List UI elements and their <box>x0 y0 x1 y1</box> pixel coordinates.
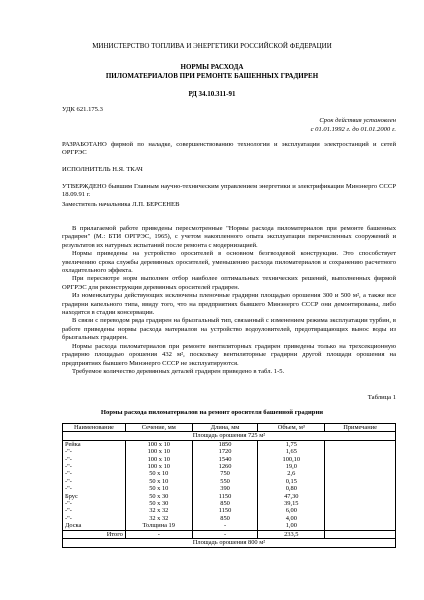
doc-title-line2: ПИЛОМАТЕРИАЛОВ ПРИ РЕМОНТЕ БАШЕННЫХ ГРАДИРЕН <box>105 72 319 80</box>
cell-length: 1150 <box>192 493 258 500</box>
cell-section: 32 x 32 <box>125 507 192 514</box>
cell-section: 100 x 10 <box>125 456 192 463</box>
paragraph: Из номенклатуры действующих исключены пленочные градирни площадью орошения 300 и 500 м², а также все градирни капельного типа, ввиду того, что на предприятиях бывшего Минэнерго СССР они демонтированы, либо находятся в стадии консервации. <box>62 292 396 317</box>
table-row <box>63 515 396 522</box>
cell-note <box>325 522 396 530</box>
body-text <box>62 225 396 376</box>
cell-length: 1260 <box>192 463 258 470</box>
cell-section: 50 x 30 <box>125 493 192 500</box>
cell-name: -"- <box>63 500 126 507</box>
cell-volume: 100,10 <box>258 456 325 463</box>
cell-length: 1850 <box>192 440 258 448</box>
cell-section: 100 x 10 <box>125 448 192 455</box>
table-row <box>63 500 396 507</box>
cell-volume: 19,0 <box>258 463 325 470</box>
udk-code: УДК 621.175.3 <box>62 106 103 113</box>
cell-section: 100 x 10 <box>125 440 192 448</box>
cell-name: -"- <box>63 478 126 485</box>
cell-section: 50 x 10 <box>125 485 192 492</box>
norms-table <box>62 423 396 548</box>
cell-name: Доска <box>63 522 126 530</box>
doc-title-line1: НОРМЫ РАСХОДА <box>180 63 244 71</box>
approved-deputy: Заместитель начальника Л.П. БЕРСЕНЕВ <box>62 201 180 208</box>
table-row <box>63 522 396 530</box>
cell-name: -"- <box>63 515 126 522</box>
table-row <box>63 478 396 485</box>
executor: ИСПОЛНИТЕЛЬ Н.Я. ТКАЧ <box>62 166 143 173</box>
cell-length: 850 <box>192 500 258 507</box>
cell-name: -"- <box>63 470 126 477</box>
cell-section: Толщина 19 <box>125 522 192 530</box>
column-header: Примечание <box>325 424 396 432</box>
table-row <box>63 448 396 455</box>
cell-note <box>325 530 396 538</box>
developed-by: РАЗРАБОТАНО фирмой по наладке, совершенствованию технологии и эксплуатации электростанций и сетей ОРГРЭС <box>62 141 396 157</box>
cell-length: - <box>192 530 258 538</box>
cell-note <box>325 493 396 500</box>
cell-note <box>325 515 396 522</box>
table-header-row <box>63 424 396 432</box>
cell-note <box>325 470 396 477</box>
cell-note <box>325 448 396 455</box>
paragraph: Нормы расхода пиломатериалов при ремонте вентиляторных градирен приведены только на трехсекционную градирню площадью орошения 432 м², поскольку вентиляторные градирни другой площади орошения на предприятиях бывшего Минэнерго СССР не эксплуатируются. <box>62 342 396 367</box>
section-row <box>63 432 396 440</box>
cell-section: 50 x 10 <box>125 478 192 485</box>
validity-line2: с 01.01.1992 г. до 01.01.2000 г. <box>310 126 396 133</box>
cell-section: 100 x 10 <box>125 463 192 470</box>
approved-by: УТВЕРЖДЕНО бывшим Главным научно-техническим управлением энергетики и электрификации Минэнерго СССР 18.09.91 г. <box>62 183 396 199</box>
section-row <box>63 539 396 547</box>
cell-total-label: Итого <box>63 530 126 538</box>
cell-name: -"- <box>63 485 126 492</box>
table-row <box>63 485 396 492</box>
cell-length: - <box>192 522 258 530</box>
cell-section: - <box>125 530 192 538</box>
table-row <box>63 493 396 500</box>
paragraph: Нормы приведены на устройство оросителей в основном безгвоздевой конструкции. Это способствует увеличению срока службы деревянных оросителей, уменьшению расхода пиломатериалов и сохранению расчетного охладительного эффекта. <box>62 250 396 275</box>
cell-length: 1540 <box>192 456 258 463</box>
cell-note <box>325 478 396 485</box>
cell-name: -"- <box>63 448 126 455</box>
cell-volume: 47,30 <box>258 493 325 500</box>
validity-line1: Срок действия установлен <box>319 117 396 124</box>
cell-length: 1150 <box>192 507 258 514</box>
cell-volume: 6,00 <box>258 507 325 514</box>
cell-section: 50 x 30 <box>125 500 192 507</box>
doc-code: РД 34.10.311-91 <box>188 90 236 98</box>
cell-name: Брус <box>63 493 126 500</box>
cell-section: 32 x 32 <box>125 515 192 522</box>
column-header: Наименование <box>63 424 126 432</box>
cell-length: 1720 <box>192 448 258 455</box>
cell-name: -"- <box>63 507 126 514</box>
cell-volume: 233,5 <box>258 530 325 538</box>
cell-length: 390 <box>192 485 258 492</box>
ministry-heading: МИНИСТЕРСТВО ТОПЛИВА И ЭНЕРГЕТИКИ РОССИЙСКОЙ ФЕДЕРАЦИИ <box>92 42 332 50</box>
cell-volume: 0,15 <box>258 478 325 485</box>
cell-volume: 1,75 <box>258 440 325 448</box>
section-label: Площадь орошения 725 м² <box>63 432 396 440</box>
table-row <box>63 507 396 514</box>
paragraph: В связи с переводом ряда градирен на брызгальный тип, связанный с изменением режима эксплуатации турбин, в работе приведены нормы расхода материалов на устройство водоуловителей, предотвращающих вынос воды из брызгальных градирен. <box>62 317 396 342</box>
table-row <box>63 456 396 463</box>
cell-name: Рейка <box>63 440 126 448</box>
cell-length: 550 <box>192 478 258 485</box>
cell-note <box>325 456 396 463</box>
paragraph: В прилагаемой работе приведены пересмотренные "Нормы расхода пиломатериалов при ремонте башенных градирен" (М.: БТИ ОРГРЭС, 1965), с учетом накопленного опыта эксплуатации перечисленных сооружений и результатов их натурных испытаний после ремонта с модернизацией. <box>62 225 396 249</box>
section-label: Площадь орошения 800 м² <box>63 539 396 547</box>
cell-volume: 1,65 <box>258 448 325 455</box>
paragraph: Требуемое количество деревянных деталей градирен приведено в табл. 1-5. <box>72 367 285 375</box>
table-title: Нормы расхода пиломатериалов на ремонт оросителя башенной градирни <box>100 409 324 416</box>
column-header: Объем, м³ <box>258 424 325 432</box>
cell-note <box>325 500 396 507</box>
cell-length: 750 <box>192 470 258 477</box>
cell-section: 50 x 10 <box>125 470 192 477</box>
table-row <box>63 470 396 477</box>
table-row <box>63 440 396 448</box>
table-label: Таблица 1 <box>367 394 396 401</box>
cell-note <box>325 463 396 470</box>
cell-volume: 39,15 <box>258 500 325 507</box>
cell-volume: 4,00 <box>258 515 325 522</box>
column-header: Длина, мм <box>192 424 258 432</box>
cell-volume: 2,6 <box>258 470 325 477</box>
cell-note <box>325 485 396 492</box>
paragraph: При пересмотре норм выполнен отбор наиболее оптимальных технических решений, выполненных фирмой ОРГРЭС для реконструкции деревянных оросителей градирен. <box>62 275 396 291</box>
cell-name: -"- <box>63 463 126 470</box>
total-row <box>63 530 396 538</box>
cell-note <box>325 507 396 514</box>
cell-name: -"- <box>63 456 126 463</box>
cell-volume: 0,80 <box>258 485 325 492</box>
cell-volume: 1,00 <box>258 522 325 530</box>
cell-note <box>325 440 396 448</box>
table-row <box>63 463 396 470</box>
cell-length: 850 <box>192 515 258 522</box>
column-header: Сечение, мм <box>125 424 192 432</box>
